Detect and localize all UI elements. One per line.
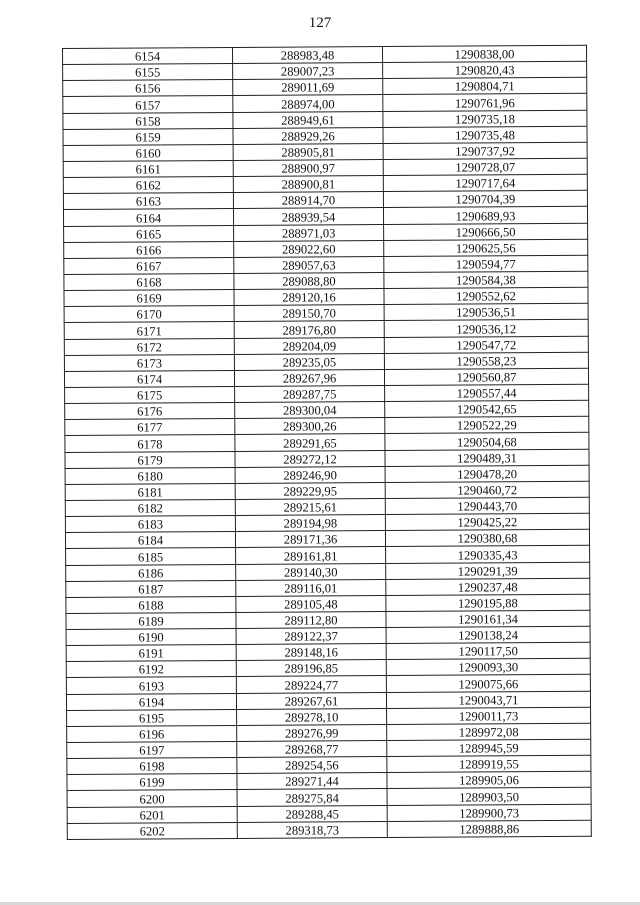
y-coordinate-cell: 1290728,07	[383, 158, 587, 175]
coordinates-table-body	[63, 45, 592, 839]
point-number-cell: 6164	[63, 209, 233, 226]
x-coordinate-cell: 289150,70	[234, 305, 384, 322]
x-coordinate-cell: 289287,75	[235, 385, 385, 402]
point-number-cell: 6173	[64, 354, 234, 371]
x-coordinate-cell: 289011,69	[233, 79, 383, 96]
point-number-cell: 6154	[63, 47, 233, 64]
x-coordinate-cell: 289300,04	[235, 402, 385, 419]
point-number-cell: 6201	[67, 806, 237, 823]
x-coordinate-cell: 289291,65	[235, 434, 385, 451]
x-coordinate-cell: 289215,61	[235, 498, 385, 515]
point-number-cell: 6167	[64, 257, 234, 274]
x-coordinate-cell: 289161,81	[236, 547, 386, 564]
x-coordinate-cell: 288974,00	[233, 95, 383, 112]
point-number-cell: 6195	[67, 709, 237, 726]
x-coordinate-cell: 289268,77	[237, 741, 387, 758]
y-coordinate-cell: 1290460,72	[385, 481, 589, 498]
x-coordinate-cell: 289288,45	[237, 805, 387, 822]
point-number-cell: 6170	[64, 306, 234, 323]
y-coordinate-cell: 1290117,50	[386, 642, 590, 659]
x-coordinate-cell: 289194,98	[235, 515, 385, 532]
point-number-cell: 6180	[65, 467, 235, 484]
point-number-cell: 6189	[66, 612, 236, 629]
x-coordinate-cell: 288929,26	[233, 127, 383, 144]
y-coordinate-cell: 1290761,96	[383, 94, 587, 111]
point-number-cell: 6187	[66, 580, 236, 597]
y-coordinate-cell: 1290443,70	[385, 497, 589, 514]
x-coordinate-cell: 289235,05	[234, 353, 384, 370]
x-coordinate-cell: 289204,09	[234, 337, 384, 354]
y-coordinate-cell: 1290594,77	[384, 255, 588, 272]
x-coordinate-cell: 289148,16	[236, 644, 386, 661]
y-coordinate-cell: 1290704,39	[383, 191, 587, 208]
x-coordinate-cell: 289022,60	[234, 240, 384, 257]
x-coordinate-cell: 289088,80	[234, 273, 384, 290]
point-number-cell: 6200	[67, 790, 237, 807]
x-coordinate-cell: 289116,01	[236, 579, 386, 596]
x-coordinate-cell: 288983,48	[232, 47, 382, 64]
point-number-cell: 6175	[65, 386, 235, 403]
x-coordinate-cell: 288914,70	[233, 192, 383, 209]
y-coordinate-cell: 1290380,68	[385, 530, 589, 547]
x-coordinate-cell: 288949,61	[233, 111, 383, 128]
y-coordinate-cell: 1289900,73	[387, 804, 591, 821]
coordinates-table-wrapper	[62, 45, 591, 840]
point-number-cell: 6171	[64, 322, 234, 339]
x-coordinate-cell: 289171,36	[235, 531, 385, 548]
x-coordinate-cell: 289271,44	[237, 773, 387, 790]
point-number-cell: 6165	[64, 225, 234, 242]
y-coordinate-cell: 1290552,62	[384, 287, 588, 304]
y-coordinate-cell: 1290291,39	[386, 562, 590, 579]
y-coordinate-cell: 1290689,93	[383, 207, 587, 224]
point-number-cell: 6184	[65, 532, 235, 549]
y-coordinate-cell: 1290425,22	[385, 513, 589, 530]
y-coordinate-cell: 1290666,50	[384, 223, 588, 240]
x-coordinate-cell: 289224,77	[236, 676, 386, 693]
y-coordinate-cell: 1290195,88	[386, 594, 590, 611]
point-number-cell: 6168	[64, 273, 234, 290]
x-coordinate-cell: 289105,48	[236, 595, 386, 612]
x-coordinate-cell: 289140,30	[236, 563, 386, 580]
point-number-cell: 6162	[63, 177, 233, 194]
y-coordinate-cell: 1290075,66	[386, 675, 590, 692]
y-coordinate-cell: 1290093,30	[386, 659, 590, 676]
y-coordinate-cell: 1290536,12	[384, 320, 588, 337]
point-number-cell: 6186	[66, 564, 236, 581]
y-coordinate-cell: 1290804,71	[383, 78, 587, 95]
y-coordinate-cell: 1290735,18	[383, 110, 587, 127]
x-coordinate-cell: 289057,63	[234, 256, 384, 273]
y-coordinate-cell: 1290335,43	[386, 546, 590, 563]
y-coordinate-cell: 1290838,00	[382, 45, 586, 62]
y-coordinate-cell: 1290138,24	[386, 626, 590, 643]
x-coordinate-cell: 288900,97	[233, 160, 383, 177]
y-coordinate-cell: 1290547,72	[384, 336, 588, 353]
y-coordinate-cell: 1289905,06	[387, 772, 591, 789]
point-number-cell: 6169	[64, 290, 234, 307]
point-number-cell: 6183	[65, 516, 235, 533]
x-coordinate-cell: 289276,99	[237, 724, 387, 741]
y-coordinate-cell: 1290504,68	[385, 433, 589, 450]
y-coordinate-cell: 1289903,50	[387, 788, 591, 805]
y-coordinate-cell: 1290625,56	[384, 239, 588, 256]
point-number-cell: 6177	[65, 419, 235, 436]
point-number-cell: 6161	[63, 160, 233, 177]
y-coordinate-cell: 1290820,43	[383, 61, 587, 78]
y-coordinate-cell: 1290011,73	[387, 707, 591, 724]
x-coordinate-cell: 289275,84	[237, 789, 387, 806]
point-number-cell: 6202	[67, 822, 237, 839]
x-coordinate-cell: 289246,90	[235, 466, 385, 483]
point-number-cell: 6174	[64, 370, 234, 387]
x-coordinate-cell: 289278,10	[237, 708, 387, 725]
point-number-cell: 6155	[63, 64, 233, 81]
point-number-cell: 6181	[65, 483, 235, 500]
point-number-cell: 6178	[65, 435, 235, 452]
y-coordinate-cell: 1290536,51	[384, 304, 588, 321]
x-coordinate-cell: 289196,85	[236, 660, 386, 677]
y-coordinate-cell: 1290558,23	[384, 352, 588, 369]
y-coordinate-cell: 1290584,38	[384, 271, 588, 288]
point-number-cell: 6159	[63, 128, 233, 145]
x-coordinate-cell: 289007,23	[233, 63, 383, 80]
x-coordinate-cell: 289112,80	[236, 611, 386, 628]
point-number-cell: 6185	[66, 548, 236, 565]
x-coordinate-cell: 288900,81	[233, 176, 383, 193]
point-number-cell: 6188	[66, 596, 236, 613]
y-coordinate-cell: 1290478,20	[385, 465, 589, 482]
x-coordinate-cell: 288905,81	[233, 143, 383, 160]
y-coordinate-cell: 1289972,08	[387, 723, 591, 740]
x-coordinate-cell: 289122,37	[236, 628, 386, 645]
y-coordinate-cell: 1290542,65	[385, 400, 589, 417]
x-coordinate-cell: 288971,03	[234, 224, 384, 241]
point-number-cell: 6158	[63, 112, 233, 129]
y-coordinate-cell: 1290717,64	[383, 174, 587, 191]
point-number-cell: 6191	[66, 645, 236, 662]
y-coordinate-cell: 1290735,48	[383, 126, 587, 143]
point-number-cell: 6199	[67, 774, 237, 791]
y-coordinate-cell: 1290560,87	[384, 368, 588, 385]
point-number-cell: 6192	[66, 661, 236, 678]
coordinates-table	[62, 45, 592, 840]
point-number-cell: 6196	[67, 725, 237, 742]
point-number-cell: 6182	[65, 499, 235, 516]
x-coordinate-cell: 289254,56	[237, 757, 387, 774]
y-coordinate-cell: 1289888,86	[387, 820, 591, 837]
point-number-cell: 6157	[63, 96, 233, 113]
point-number-cell: 6194	[66, 693, 236, 710]
point-number-cell: 6163	[63, 193, 233, 210]
x-coordinate-cell: 289176,80	[234, 321, 384, 338]
point-number-cell: 6193	[66, 677, 236, 694]
y-coordinate-cell: 1290557,44	[385, 384, 589, 401]
x-coordinate-cell: 289120,16	[234, 289, 384, 306]
x-coordinate-cell: 289267,61	[236, 692, 386, 709]
page-number: 127	[308, 15, 332, 31]
y-coordinate-cell: 1290043,71	[386, 691, 590, 708]
x-coordinate-cell: 289229,95	[235, 482, 385, 499]
point-number-cell: 6197	[67, 741, 237, 758]
x-coordinate-cell: 289318,73	[237, 821, 387, 838]
table-row	[67, 820, 591, 839]
point-number-cell: 6176	[65, 403, 235, 420]
y-coordinate-cell: 1289919,55	[387, 755, 591, 772]
y-coordinate-cell: 1290489,31	[385, 449, 589, 466]
y-coordinate-cell: 1290522,29	[385, 417, 589, 434]
y-coordinate-cell: 1290737,92	[383, 142, 587, 159]
x-coordinate-cell: 288939,54	[233, 208, 383, 225]
point-number-cell: 6198	[67, 758, 237, 775]
point-number-cell: 6190	[66, 629, 236, 646]
x-coordinate-cell: 289267,96	[234, 369, 384, 386]
x-coordinate-cell: 289272,12	[235, 450, 385, 467]
y-coordinate-cell: 1290161,34	[386, 610, 590, 627]
y-coordinate-cell: 1289945,59	[387, 739, 591, 756]
x-coordinate-cell: 289300,26	[235, 418, 385, 435]
point-number-cell: 6156	[63, 80, 233, 97]
y-coordinate-cell: 1290237,48	[386, 578, 590, 595]
point-number-cell: 6160	[63, 144, 233, 161]
point-number-cell: 6172	[64, 338, 234, 355]
point-number-cell: 6166	[64, 241, 234, 258]
point-number-cell: 6179	[65, 451, 235, 468]
